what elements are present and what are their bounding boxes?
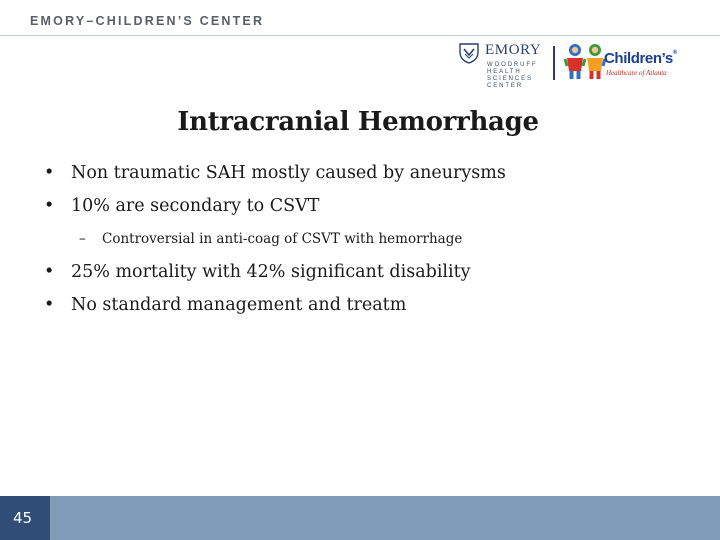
page-number-box — [0, 496, 50, 540]
sub-bullet-item — [79, 231, 462, 247]
emory-sub-line: SCIENCES — [487, 76, 533, 82]
bullet-item — [44, 295, 406, 315]
bullet-text: Controversial in anti-coag of CSVT with hemorrhage — [102, 231, 463, 247]
bullet-marker: • — [44, 196, 55, 216]
bullet-text: 10% are secondary to CSVT — [71, 196, 320, 216]
bullet-text: Non traumatic SAH mostly caused by aneurysms — [71, 163, 506, 183]
bullet-marker: – — [79, 231, 86, 247]
registered-mark: ® — [672, 50, 677, 56]
emory-logo — [458, 42, 550, 94]
childrens-name: Children’s® — [604, 50, 677, 67]
bullet-item — [44, 196, 319, 216]
shield-icon — [458, 42, 480, 64]
header-divider — [0, 35, 720, 36]
kids-icon — [562, 42, 608, 80]
emory-sub-line: CENTER — [487, 83, 524, 89]
bullet-item — [44, 262, 471, 282]
childrens-subtitle: Healthcare of Atlanta — [606, 69, 667, 77]
bullet-text: 25% mortality with 42% significant disability — [71, 262, 471, 282]
header-label: EMORY–CHILDREN’S CENTER — [30, 14, 265, 28]
slide-title: Intracranial Hemorrhage — [177, 107, 539, 137]
bullet-marker: • — [44, 295, 55, 315]
bullet-marker: • — [44, 262, 55, 282]
emory-name: EMORY — [485, 42, 542, 58]
emory-sub-line: HEALTH — [487, 69, 522, 75]
bullet-text: No standard management and treatm — [71, 295, 407, 315]
footer-bar — [0, 496, 720, 540]
emory-sub-line: WOODRUFF — [487, 62, 538, 68]
bullet-item — [44, 163, 506, 183]
bullet-marker: • — [44, 163, 55, 183]
page-number: 45 — [13, 509, 33, 527]
logo-divider — [553, 46, 555, 80]
